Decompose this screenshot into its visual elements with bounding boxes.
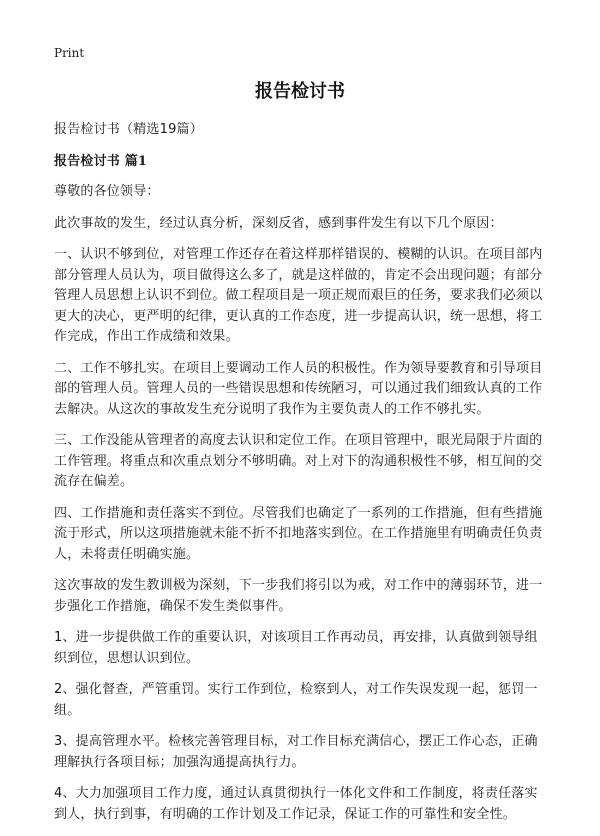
- body-paragraph: 一、认识不够到位，对管理工作还存在着这样那样错误的、模糊的认识。在项目部内部分管理人员认为，项目做得这么多了，就是这样做的，肯定不会出现问题；有部分管理人员思想上认识不到位。做工程项目是一项正规而艰巨的任务，要求我们必须以更大的决心，更严明的纪律，更认真的工作态度，进一步提高认识，统一思想，将工作完成，作出工作成绩和效果。: [54, 247, 543, 344]
- salutation: 尊敬的各位领导：: [54, 184, 160, 199]
- document-subtitle: 报告检讨书（精选19篇）: [54, 122, 203, 137]
- body-paragraph: 3、提高管理水平。检核完善管理目标，对工作目标充满信心，摆正工作心态，正确理解执行各项目标；加强沟通提高执行力。: [54, 734, 538, 770]
- body-paragraph: 四、工作措施和责任落实不到位。尽管我们也确定了一系列的工作措施，但有些措施流于形式，所以这项措施就未能不折不扣地落实到位。在工作措施里有明确责任负责人，未将责任明确实施。: [54, 505, 543, 562]
- document-title: 报告检讨书: [255, 81, 345, 102]
- body-paragraph: 1、进一步提供做工作的重要认识，对该项目工作再动员，再安排，认真做到领导组织到位，思想认识到位。: [54, 630, 538, 666]
- body-paragraph: 此次事故的发生，经过认真分析，深刻反省，感到事件发生有以下几个原因：: [54, 215, 503, 231]
- body-paragraph: 4、大力加强项目工作力度，通过认真贯彻执行一体化文件和工作制度，将责任落实到人，执行到事，有明确的工作计划及工作记录，保证工作的可靠性和安全性。: [54, 786, 538, 822]
- document-body: [54, 120, 544, 836]
- body-paragraph: 2、强化督查，严管重罚。实行工作到位，检察到人，对工作失误发现一起，惩罚一组。: [54, 682, 538, 718]
- print-link[interactable]: Print: [54, 46, 85, 60]
- section-heading: 报告检讨书 篇1: [54, 153, 148, 169]
- body-paragraph: 三、工作没能从管理者的高度去认识和定位工作。在项目管理中，眼光局限于片面的工作管理。将重点和次重点划分不够明确。对上对下的沟通积极性不够，相互间的交流存在偏差。: [54, 433, 543, 489]
- body-paragraph: 二、工作不够扎实。在项目上要调动工作人员的积极性。作为领导要教育和引导项目部的管理人员。管理人员的一些错误思想和传统陋习，可以通过我们细致认真的工作去解决。从这次的事故发生充分说明了我作为主要负责人的工作不够扎实。: [54, 360, 543, 417]
- body-paragraph: 这次事故的发生教训极为深刻，下一步我们将引以为戒，对工作中的薄弱环节，进一步强化工作措施，确保不发生类似事件。: [54, 578, 543, 614]
